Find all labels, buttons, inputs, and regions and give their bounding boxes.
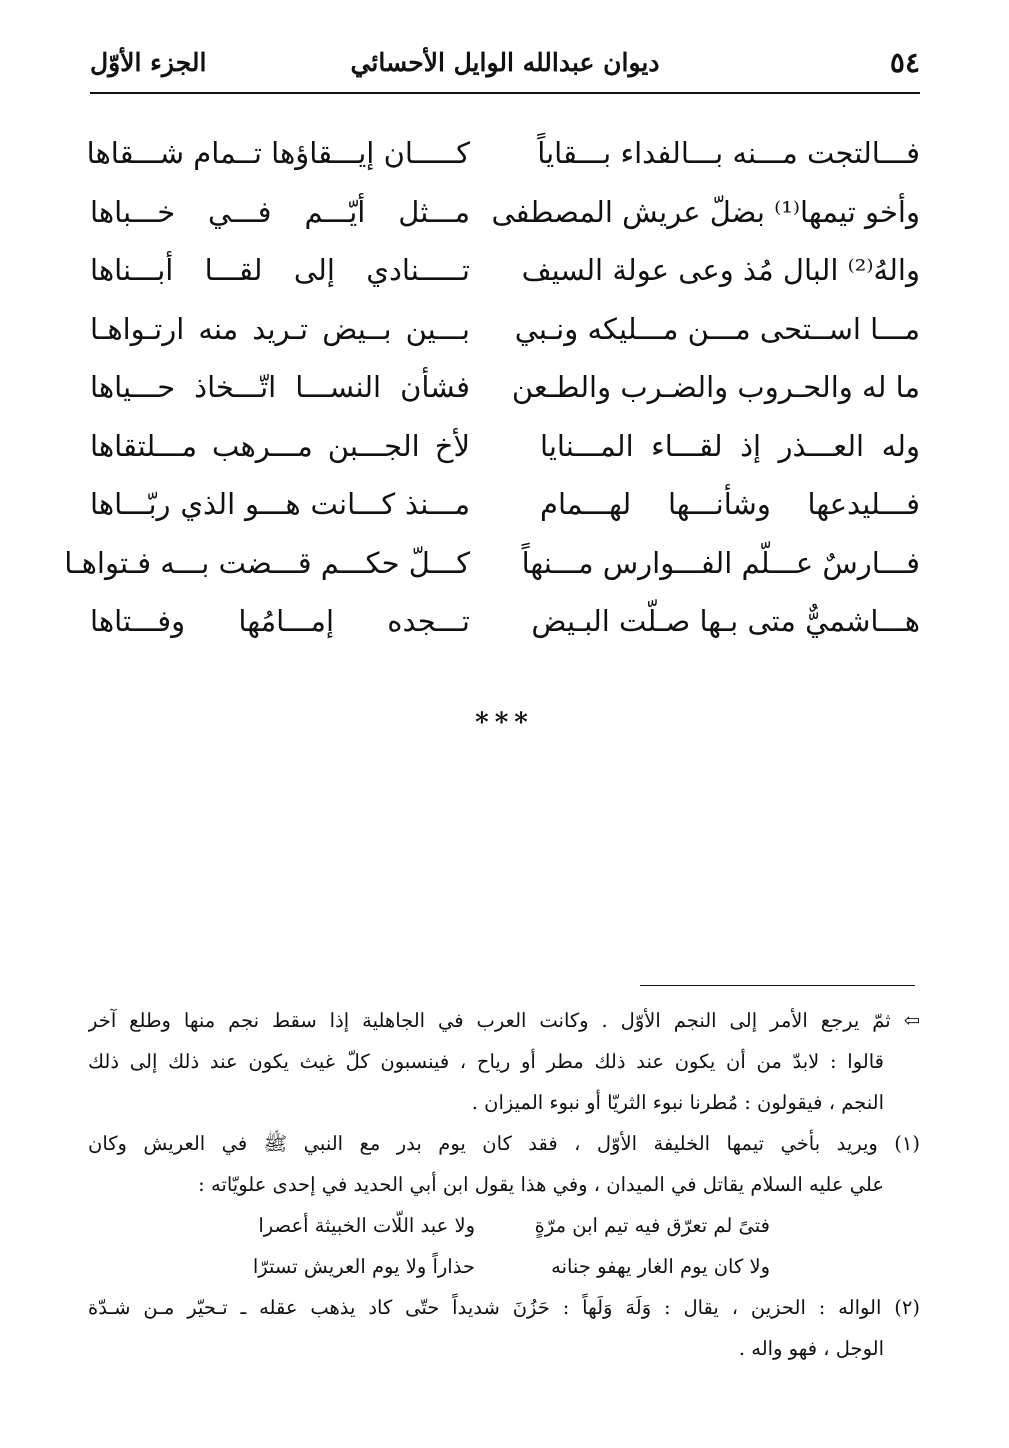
verse xyxy=(90,362,920,421)
book-title: ديوان عبدالله الوايل الأحسائي xyxy=(350,48,660,77)
verse-second-hemistich: لأخ الجـــبن مـــرهب مـــلتقاها xyxy=(90,428,470,463)
verse-first-hemistich: وأخو تيمها⁽¹⁾ بضلّ عريش المصطفى xyxy=(491,194,920,229)
section-separator: *** xyxy=(475,708,534,738)
footnote-verse-first: فتىً لم تعرّق فيه تيم ابن مرّةٍ xyxy=(534,1214,770,1237)
footnotes xyxy=(88,1000,920,1369)
verse-second-hemistich: تـــجده إمـــامُها وفـــتاها xyxy=(90,604,470,638)
footnote-line: (١) ويريد بأخي تيمها الخليفة الأوّل ، فقد كان يوم بدر مع النبي ﷺ في العريش وكان xyxy=(88,1132,920,1155)
verse xyxy=(90,304,920,363)
footnote-line: علي عليه السلام يقاتل في الميدان ، وفي هذا يقول ابن أبي الحديد في إحدى علويّاته : xyxy=(198,1173,884,1196)
footnote-line: ⇦ ثمّ يرجع الأمر إلى النجم الأوّل . وكانت العرب في الجاهلية إذا سقط نجم منها وطلع آخر xyxy=(88,1009,920,1032)
header-rule xyxy=(90,92,920,94)
verse xyxy=(90,479,920,538)
verse-second-hemistich: بـــين بــيض تـريد منه ارتـواهـا xyxy=(90,311,470,346)
footnote-rule xyxy=(640,985,915,986)
verse-first-hemistich: فـــارسٌ عـــلّم الفـــوارس مـــنهاً xyxy=(521,545,920,580)
verse-first-hemistich: فـــالتجت مـــنه بـــالفداء بـــقاياً xyxy=(537,136,920,170)
verse-first-hemistich: ما له والحـروب والضـرب والطـعن xyxy=(511,370,920,404)
page-number: ٥٤ xyxy=(889,46,920,79)
footnote-line: النجم ، فيقولون : مُطرنا نبوء الثريّا أو نبوء الميزان . xyxy=(471,1091,884,1114)
verse-second-hemistich: تـــــنادي إلى لقـــا أبـــناها xyxy=(90,253,470,287)
footnote-verse-second: ولا عبد اللّات الخبيثة أعصرا xyxy=(258,1214,475,1237)
verse xyxy=(90,187,920,246)
verse xyxy=(90,596,920,655)
footnote-verse-first: ولا كان يوم الغار يهفو جنانه xyxy=(551,1255,770,1278)
verse-first-hemistich: فـــليدعها وشأنـــها لهـــمام xyxy=(540,487,920,521)
verse-first-hemistich: مـــا اســتحى مـــن مـــليكه ونـبي xyxy=(514,311,920,346)
running-header xyxy=(90,40,920,90)
verse-second-hemistich: مـــنذ كـــانت هـــو الذي ربّـــاها xyxy=(90,487,470,521)
footnote-verse xyxy=(88,1205,920,1246)
verse-first-hemistich: والهُ⁽²⁾ البال مُذ وعى عولة السيف xyxy=(521,253,920,287)
verse xyxy=(64,538,920,597)
footnote-verse-second: حذاراً ولا يوم العريش تسترّا xyxy=(252,1255,475,1278)
footnote-line: الوجل ، فهو واله . xyxy=(738,1337,884,1360)
verse-first-hemistich: وله العـــذر إذ لقـــاء المـــنايا xyxy=(540,428,920,463)
verse-second-hemistich: كـــلّ حكـــم قـــضت بـــه فـتواهـا xyxy=(64,545,470,580)
verse xyxy=(90,421,920,480)
footnote-line: قالوا : لابدّ من أن يكون عند ذلك مطر أو رياح ، فينسبون كلّ غيث يكون عند ذلك إلى ذلك xyxy=(88,1050,884,1073)
verse-second-hemistich: مـــثل أيّـــم فـــي خـــباها xyxy=(90,194,470,229)
verse-second-hemistich: كـــــان إيـــقاؤها تــمام شـــقاها xyxy=(86,136,470,170)
part-label: الجزء الأوّل xyxy=(90,48,207,77)
verse-first-hemistich: هـــاشميٌّ متى بـها صـلّت البـيض xyxy=(531,604,920,638)
footnote-verse xyxy=(88,1246,920,1287)
verse-second-hemistich: فشأن النســـا اتّـــخاذ حـــياها xyxy=(90,370,470,404)
verse xyxy=(90,245,920,304)
poem xyxy=(64,128,920,655)
footnote-line: (٢) الواله : الحزين ، يقال : وَلَهَ وَلَهاً : حَزُنَ شديداً حتّى كاد يذهب عقله ـ تـحيّر مـن شـدّة xyxy=(88,1296,920,1319)
verse xyxy=(86,128,920,187)
